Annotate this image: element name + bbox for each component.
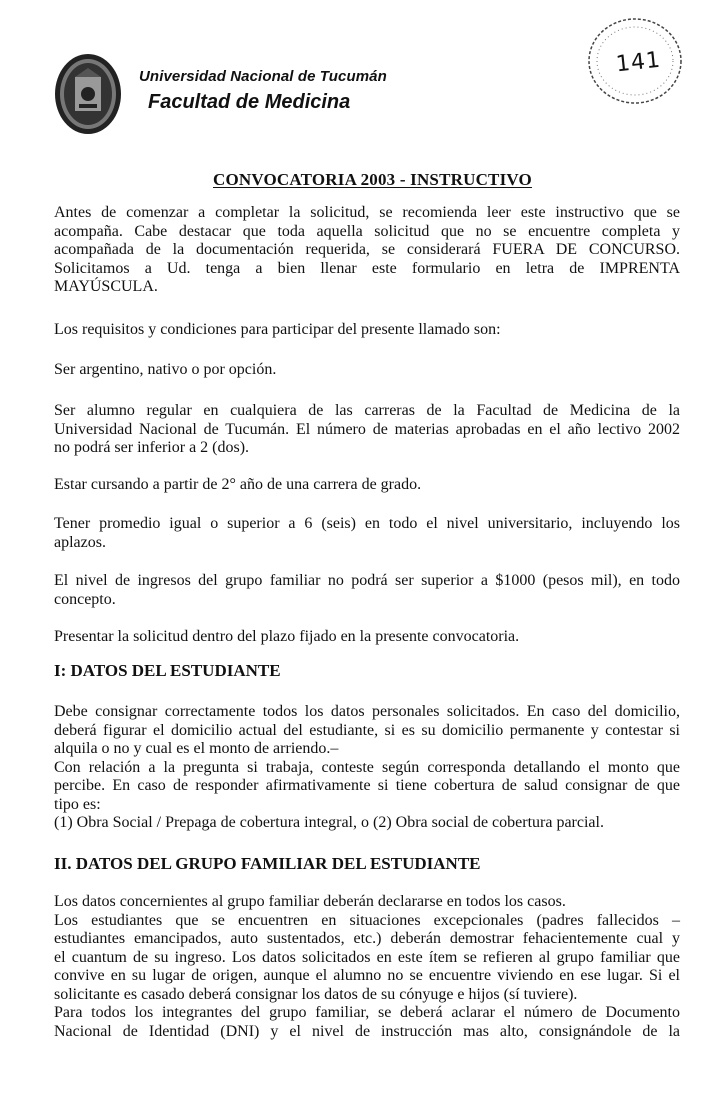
- section-student-paragraph: [54, 703, 680, 833]
- intro-line: MAYÚSCULA.: [54, 278, 158, 295]
- requirement-line: no podrá ser inferior a 2 (dos).: [54, 439, 250, 456]
- intro-paragraph: [54, 204, 680, 297]
- requirement-line: Tener promedio igual o superior a 6 (seis) en todo el nivel universitario, incluyendo los: [54, 515, 680, 532]
- paragraph-line: Con relación a la pregunta si trabaja, conteste según corresponda detallando el monto que: [54, 758, 680, 776]
- paragraph-line: Nacional de Identidad (DNI) y el nivel de instrucción mas alto, consignándole de la: [54, 1022, 680, 1040]
- university-seal-logo: [53, 52, 123, 136]
- section-family-paragraph: [54, 893, 680, 1041]
- paragraph-line: (1) Obra Social / Prepaga de cobertura integral, o (2) Obra social de cobertura parcial.: [54, 814, 604, 831]
- requirement-line: concepto.: [54, 590, 116, 608]
- section-heading-student: I: DATOS DEL ESTUDIANTE: [54, 661, 281, 680]
- requirement-item: [54, 402, 680, 458]
- requirement-item: [54, 515, 680, 552]
- paragraph-line: convive en su lugar de origen, aunque el alumno no se encuentre viviendo en ese lugar. Si el: [54, 967, 680, 984]
- paragraph-line: Debe consignar correctamente todos los datos personales solicitados. En caso del domicilio,: [54, 703, 680, 720]
- paragraph-line: estudiantes emancipados, auto sustentados, etc.) deberán demostrar fehacientemente cual y: [54, 930, 680, 947]
- intro-line: Solicitamos a Ud. tenga a bien llenar este formulario en letra de IMPRENTA: [54, 259, 680, 277]
- requirement-line: Universidad Nacional de Tucumán. El número de materias aprobadas en el año lectivo 2002: [54, 420, 680, 438]
- paragraph-line: solicitante es casado deberá consignar los datos de su cónyuge e hijos (sí tuviere).: [54, 985, 578, 1003]
- requirement-item: [54, 476, 680, 495]
- requirement-line: Ser alumno regular en cualquiera de las carreras de la Facultad de Medicina de la: [54, 402, 680, 419]
- paragraph-line: percibe. En caso de responder afirmativamente si tiene cobertura de salud consignar de que: [54, 777, 680, 794]
- requirement-item: [54, 628, 680, 647]
- requirement-line: Ser argentino, nativo o por opción.: [54, 361, 277, 378]
- requirement-item: [54, 361, 680, 380]
- section-heading-family: II. DATOS DEL GRUPO FAMILIAR DEL ESTUDIANTE: [54, 854, 481, 873]
- handwritten-folio-number: 141: [614, 47, 663, 78]
- paragraph-line: Para todos los integrantes del grupo familiar, se deberá aclarar el número de Documento: [54, 1004, 680, 1021]
- requirement-line: Estar cursando a partir de 2° año de una carrera de grado.: [54, 476, 422, 493]
- requirement-line: aplazos.: [54, 533, 106, 551]
- paragraph-line: Los estudiantes que se encuentren en situaciones excepcionales (padres fallecidos –: [54, 911, 680, 929]
- requirement-line: Presentar la solicitud dentro del plazo fijado en la presente convocatoria.: [54, 628, 520, 645]
- intro-line: acompañada de la documentación requerida, se considerará FUERA DE CONCURSO.: [54, 241, 680, 258]
- paragraph-line: el cuantum de su ingreso. Los datos solicitados en este ítem se refieren al grupo familiar que: [54, 948, 680, 966]
- requirement-item: [54, 572, 680, 609]
- faculty-name: Facultad de Medicina: [148, 91, 351, 113]
- paragraph-line: Los datos concernientes al grupo familiar deberán declararse en todos los casos.: [54, 893, 566, 910]
- university-name: Universidad Nacional de Tucumán: [139, 68, 387, 85]
- intro-line: Antes de comenzar a completar la solicitud, se recomienda leer este instructivo que se: [54, 204, 680, 221]
- intro-line: acompaña. Cabe destacar que toda aquella solicitud que no se encuentre completa y: [54, 222, 680, 240]
- paragraph-line: deberá figurar el domicilio actual del estudiante, si es su domicilio permanente y contestar si: [54, 721, 680, 739]
- paragraph-line: tipo es:: [54, 795, 101, 813]
- document-title: CONVOCATORIA 2003 - INSTRUCTIVO: [213, 170, 532, 189]
- requirements-intro: Los requisitos y condiciones para participar del presente llamado son:: [54, 321, 501, 338]
- requirement-line: El nivel de ingresos del grupo familiar no podrá ser superior a $1000 (pesos mil), en todo: [54, 572, 680, 589]
- paragraph-line: alquila o no y cual es el monto de arriendo.–: [54, 740, 339, 757]
